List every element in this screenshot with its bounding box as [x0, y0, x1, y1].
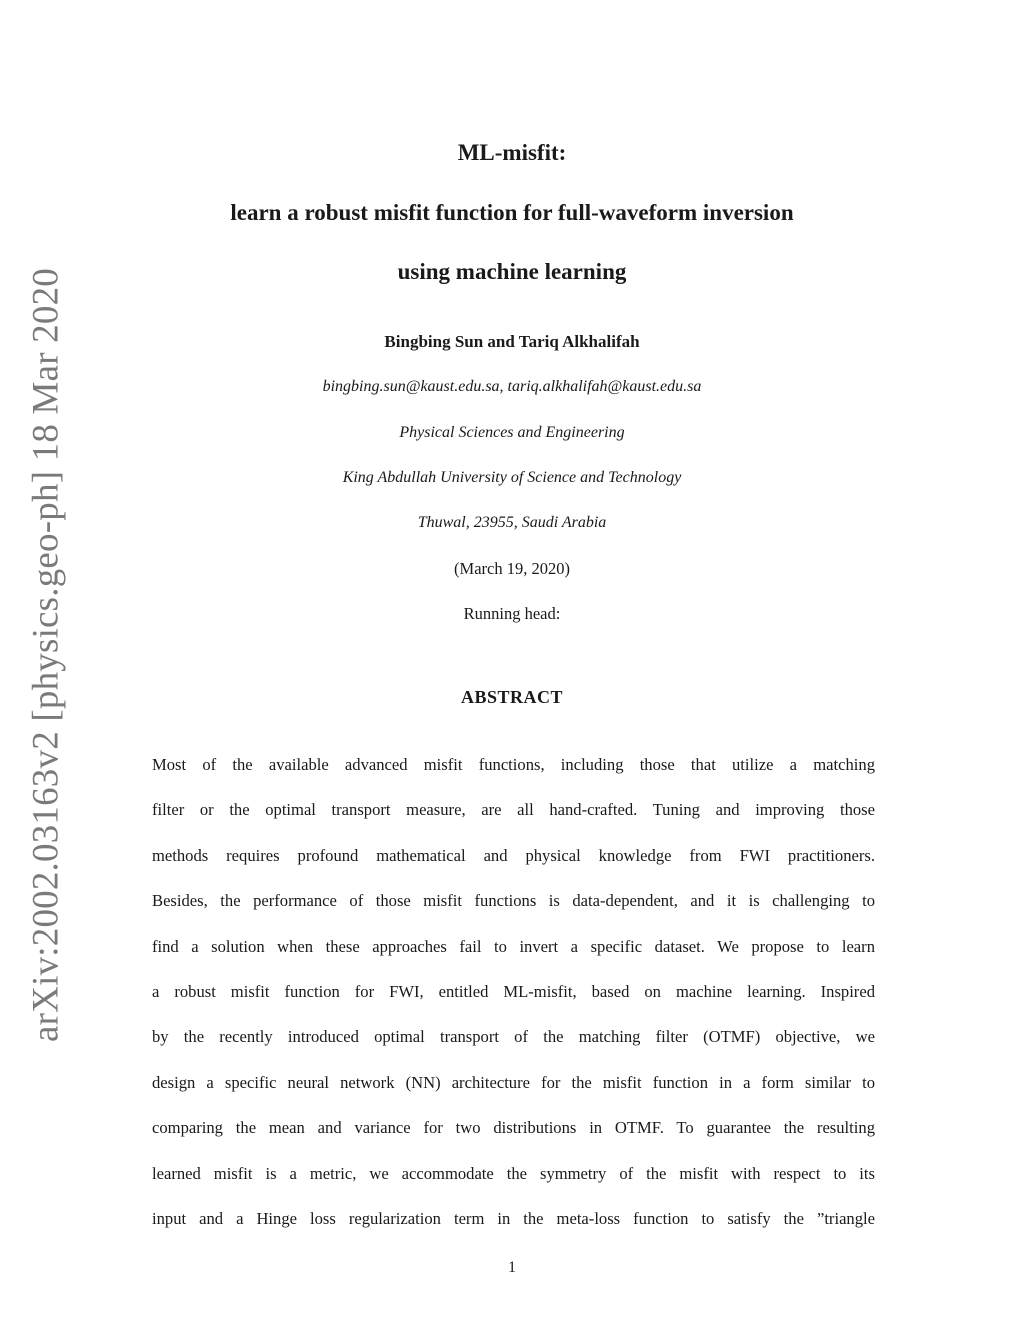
- author-names: Bingbing Sun and Tariq Alkhalifah: [384, 332, 640, 351]
- abstract-line: comparing the mean and variance for two distributions in OTMF. To guarantee the resulting: [152, 1118, 875, 1138]
- paper-title-line-1: ML-misfit:: [457, 140, 567, 165]
- abstract-line: learned misfit is a metric, we accommodate the symmetry of the misfit with respect to its: [152, 1163, 875, 1183]
- paper-date: (March 19, 2020): [454, 559, 570, 578]
- abstract-line: filter or the optimal transport measure, are all hand-crafted. Tuning and improving those: [152, 800, 875, 820]
- abstract-line: Besides, the performance of those misfit functions is data-dependent, and it is challenging to: [152, 891, 875, 911]
- abstract-line: find a solution when these approaches fail to invert a specific dataset. We propose to learn: [152, 936, 875, 956]
- abstract-line: a robust misfit function for FWI, entitled ML-misfit, based on machine learning. Inspired: [152, 981, 875, 1001]
- author-location: Thuwal, 23955, Saudi Arabia: [417, 514, 607, 531]
- author-emails: bingbing.sun@kaust.edu.sa, tariq.alkhalifah@kaust.edu.sa: [322, 378, 702, 395]
- author-department: Physical Sciences and Engineering: [399, 424, 625, 441]
- paper-title-line-2: learn a robust misfit function for full-waveform inversion: [230, 200, 794, 225]
- abstract-line: methods requires profound mathematical and physical knowledge from FWI practitioners.: [152, 845, 875, 865]
- author-university: King Abdullah University of Science and Technology: [342, 469, 682, 486]
- abstract-line: Most of the available advanced misfit functions, including those that utilize a matching: [152, 755, 875, 774]
- abstract-line: input and a Hinge loss regularization term in the meta-loss function to satisfy the ”triangle: [152, 1208, 875, 1228]
- paper-title-line-3: using machine learning: [397, 259, 627, 284]
- abstract-heading: ABSTRACT: [460, 687, 564, 707]
- abstract-body: [152, 748, 875, 1247]
- arxiv-identifier: arXiv:2002.03163v2 [physics.geo-ph] 18 Mar 2020: [25, 268, 67, 1042]
- abstract-line: design a specific neural network (NN) architecture for the misfit function in a form similar to: [152, 1072, 875, 1092]
- page-number: 1: [508, 1259, 516, 1276]
- running-head: Running head:: [463, 604, 561, 623]
- abstract-line: by the recently introduced optimal transport of the matching filter (OTMF) objective, we: [152, 1027, 875, 1047]
